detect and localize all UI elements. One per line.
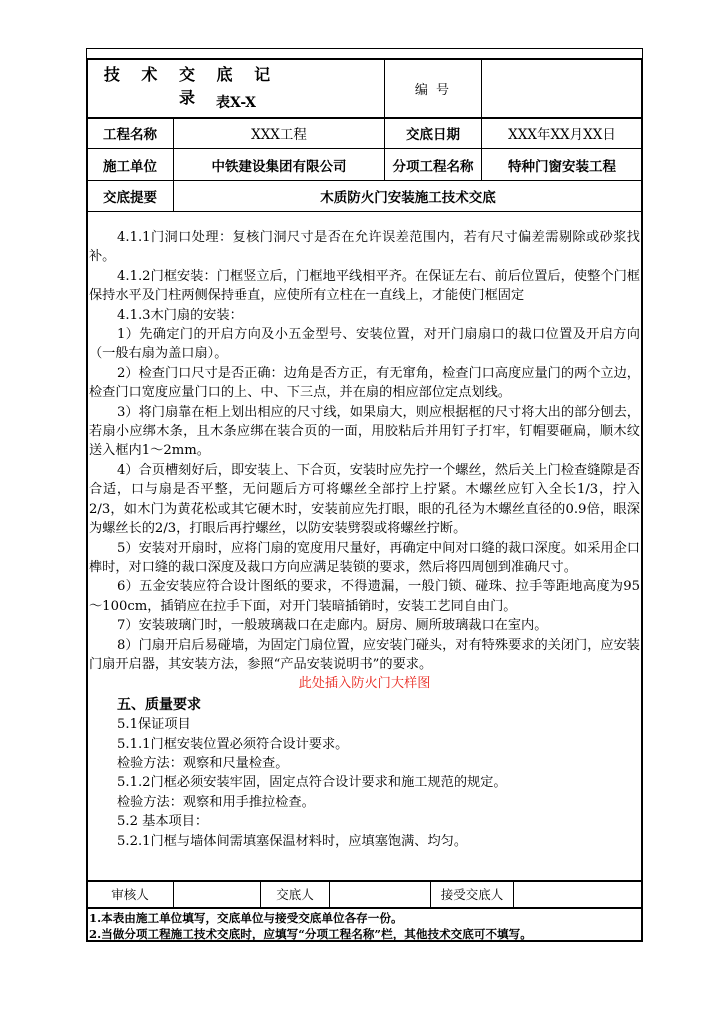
reviewer-signature[interactable] (174, 881, 260, 907)
paragraph: 检验方法：观察和用手推拉检查。 (117, 794, 315, 810)
paragraph: 4.1.1门洞口处理：复核门洞尺寸是否在允许误差范围内，若有尺寸偏差需剔除或砂浆找补。 (89, 230, 640, 265)
paragraph: 1）先确定门的开启方向及小五金型号、安装位置，对开门扇扇口的裁口位置及开启方向（一般右扇为盖口扇）。 (89, 327, 640, 362)
number-label: 编 号 (414, 82, 452, 98)
paragraph: 4.1.2门框安装：门框竖立后，门框地平线相平齐。在保证左右、前后位置后，使整个门框保持水平及门柱两侧保持垂直，应使所有立柱在一直线上，才能使门框固定 (89, 268, 640, 304)
paragraph: 7）安装玻璃门时，一般玻璃裁口在走廊内。厨房、厕所玻璃裁口在室内。 (117, 618, 548, 634)
discloser-label: 交底人 (276, 887, 314, 902)
project-name-label: 工程名称 (103, 127, 157, 143)
outer-right-border (642, 48, 643, 58)
summary-label: 交底提要 (103, 190, 157, 206)
paragraph: 4.1.3木门扇的安装： (117, 307, 243, 323)
paragraph: 8）门扇开启后易碰墙，为固定门扇位置，应安装门碰头，对有特殊要求的关闭门，应安装门扇开启器，其安装方法，参照“产品安装说明书”的要求。 (89, 637, 640, 672)
note-item: 2.当做分项工程施工技术交底时，应填写“分项工程名称”栏，其他技术交底可不填写。 (89, 927, 532, 941)
form-title: 技 术 交 底 记 录 (103, 65, 279, 107)
paragraph: 5.1.2门框必须安装牢固，固定点符合设计要求和施工规范的规定。 (117, 775, 507, 791)
paragraph: 5.1.1门框安装位置必须符合设计要求。 (117, 736, 349, 752)
unit-value[interactable]: 中铁建设集团有限公司 (211, 158, 347, 175)
date-label: 交底日期 (406, 127, 460, 143)
paragraph: 6）五金安装应符合设计图纸的要求，不得遗漏，一般门锁、碰珠、拉手等距地高度为95～100cm，插销应在拉手下面，对开门装暗插销时，安装工艺同自由门。 (89, 579, 640, 614)
insert-drawing-note: 此处插入防火门大样图 (298, 676, 431, 692)
form-number: 表X-X (215, 95, 257, 111)
receiver-label: 接受交底人 (440, 887, 504, 902)
outer-left-border (86, 48, 87, 58)
note-item: 1.本表由施工单位填写，交底单位与接受交底单位各存一份。 (89, 911, 403, 925)
unit-label: 施工单位 (103, 158, 157, 175)
reviewer-label: 审核人 (111, 887, 149, 902)
row-divider (86, 907, 643, 909)
discloser-signature[interactable] (330, 881, 430, 907)
paragraph: 5.1保证项目 (117, 717, 191, 733)
paragraph: 5.2 基本项目： (117, 814, 209, 830)
summary-value[interactable]: 木质防火门安装施工技术交底 (320, 190, 496, 206)
date-value[interactable]: XXX年XX月XX日 (508, 127, 616, 143)
paragraph: 5.2.1门框与墙体间需填塞保温材料时，应填塞饱满、均匀。 (117, 833, 468, 849)
paragraph: 检验方法：观察和尺量检查。 (117, 755, 289, 771)
number-value[interactable] (482, 59, 642, 117)
paragraph: 4）合页槽刻好后，即安装上、下合页，安装时应先拧一个螺丝，然后关上门检查缝隙是否合适，口与扇是否平整，无问题后方可将螺丝全部拧上拧紧。木螺丝应钉入全长1/3，拧入2/3，如木门为黄花松或其它硬木时，安装前应先打眼，眼的孔径为木螺丝直径的0.9倍，眼深为螺丝长的2/3，打眼后再拧螺丝，以防安装劈裂或将螺丝拧断。 (89, 462, 640, 537)
paragraph: 3）将门扇靠在柜上划出相应的尺寸线，如果扇大，则应根据框的尺寸将大出的部分刨去，若扇小应绑木条，且木条应绑在装合页的一面，用胶粘后并用钉子打牢，钉帽要砸扁，顺木纹送入框内1～2mm。 (89, 404, 640, 459)
row-divider (86, 211, 643, 212)
project-name-value[interactable]: XXX工程 (251, 127, 307, 143)
section-heading: 五、质量要求 (117, 696, 201, 713)
receiver-signature[interactable] (514, 881, 642, 907)
outer-top-border (86, 48, 643, 49)
paragraph: 5）安装对开扇时，应将门扇的宽度用尺量好，再确定中间对口缝的裁口深度。如采用企口榫时，对口缝的裁口深度及裁口方向应满足装锁的要求，然后将四周刨到准确尺寸。 (89, 540, 640, 575)
paragraph: 2）检查门口尺寸是否正确：边角是否方正，有无窜角，检查门口高度应量门的两个立边，检查门口宽度应量门口的上、中、下三点，并在扇的相应部位定点划线。 (89, 365, 640, 401)
sub-project-value[interactable]: 特种门窗安装工程 (508, 158, 616, 175)
form-notes (89, 910, 639, 942)
disclosure-content (89, 228, 640, 851)
sub-project-label: 分项工程名称 (392, 158, 474, 175)
